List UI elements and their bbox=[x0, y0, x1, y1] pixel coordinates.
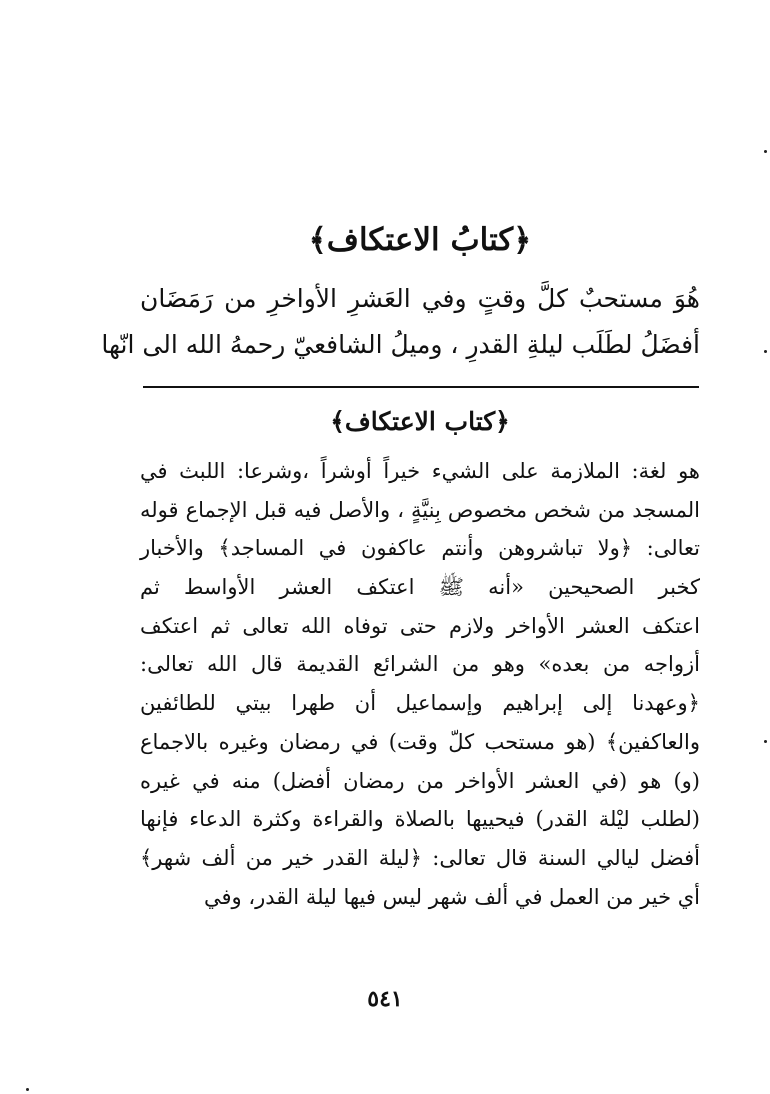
commentary-line: (لطلب ليْلة القدر) فيحييها بالصلاة والقراءة وكثرة الدعاء فإنها bbox=[140, 807, 700, 832]
separator-line bbox=[143, 386, 699, 388]
commentary-text bbox=[140, 452, 700, 916]
scan-speck bbox=[764, 740, 767, 743]
commentary-title: ﴿كتاب الاعتكاف﴾ bbox=[330, 407, 510, 436]
scan-speck bbox=[764, 350, 767, 353]
main-text-line: هُوَ مستحبٌ كلَّ وقتٍ وفي العَشرِ الأواخرِ من رَمَضَان bbox=[140, 284, 700, 313]
main-text bbox=[101, 276, 700, 368]
page-number: ٥٤١ bbox=[367, 986, 403, 1012]
commentary-line: (و) هو (في العشر الأواخر من رمضان أفضل) منه في غيره bbox=[140, 768, 700, 793]
scan-speck bbox=[764, 150, 767, 153]
commentary-line: أي خير من العمل في ألف شهر ليس فيها ليلة القدر، وفي bbox=[203, 884, 700, 909]
commentary-line: هو لغة: الملازمة على الشيء خيراً أوشراً ،وشرعا: اللبث في bbox=[140, 459, 700, 483]
main-text-line: أفضَلُ لطَلَب ليلةِ القدرِ ، وميلُ الشافعيّ رحمهُ الله الى انّها bbox=[101, 330, 700, 359]
scan-speck bbox=[26, 1088, 29, 1091]
commentary-line: كخبر الصحيحين «أنه ﷺ اعتكف العشر الأواسط ثم bbox=[140, 575, 700, 600]
commentary-line: المسجد من شخص مخصوص بِنيَّةٍ ، والأصل فيه قبل الإجماع قوله bbox=[140, 497, 700, 522]
chapter-title: ﴿كتابُ الاعتكاف﴾ bbox=[308, 222, 532, 258]
commentary-line: اعتكف العشر الأواخر ولازم حتى توفاه الله تعالى ثم اعتكف bbox=[140, 613, 700, 638]
commentary-line: أزواجه من بعده» وهو من الشرائع القديمة قال الله تعالى: bbox=[140, 652, 700, 677]
commentary-line: أفضل ليالي السنة قال تعالى: ﴿ليلة القدر خير من ألف شهر﴾ bbox=[140, 845, 700, 870]
commentary-line: ﴿وعهدنا إلى إبراهيم وإسماعيل أن طهرا بيتي للطائفين bbox=[140, 691, 700, 716]
commentary-line: والعاكفين﴾ (هو مستحب كلّ وقت) في رمضان وغيره بالاجماع bbox=[140, 729, 700, 754]
commentary-line: تعالى: ﴿ولا تباشروهن وأنتم عاكفون في المساجد﴾ والأخبار bbox=[140, 536, 700, 561]
